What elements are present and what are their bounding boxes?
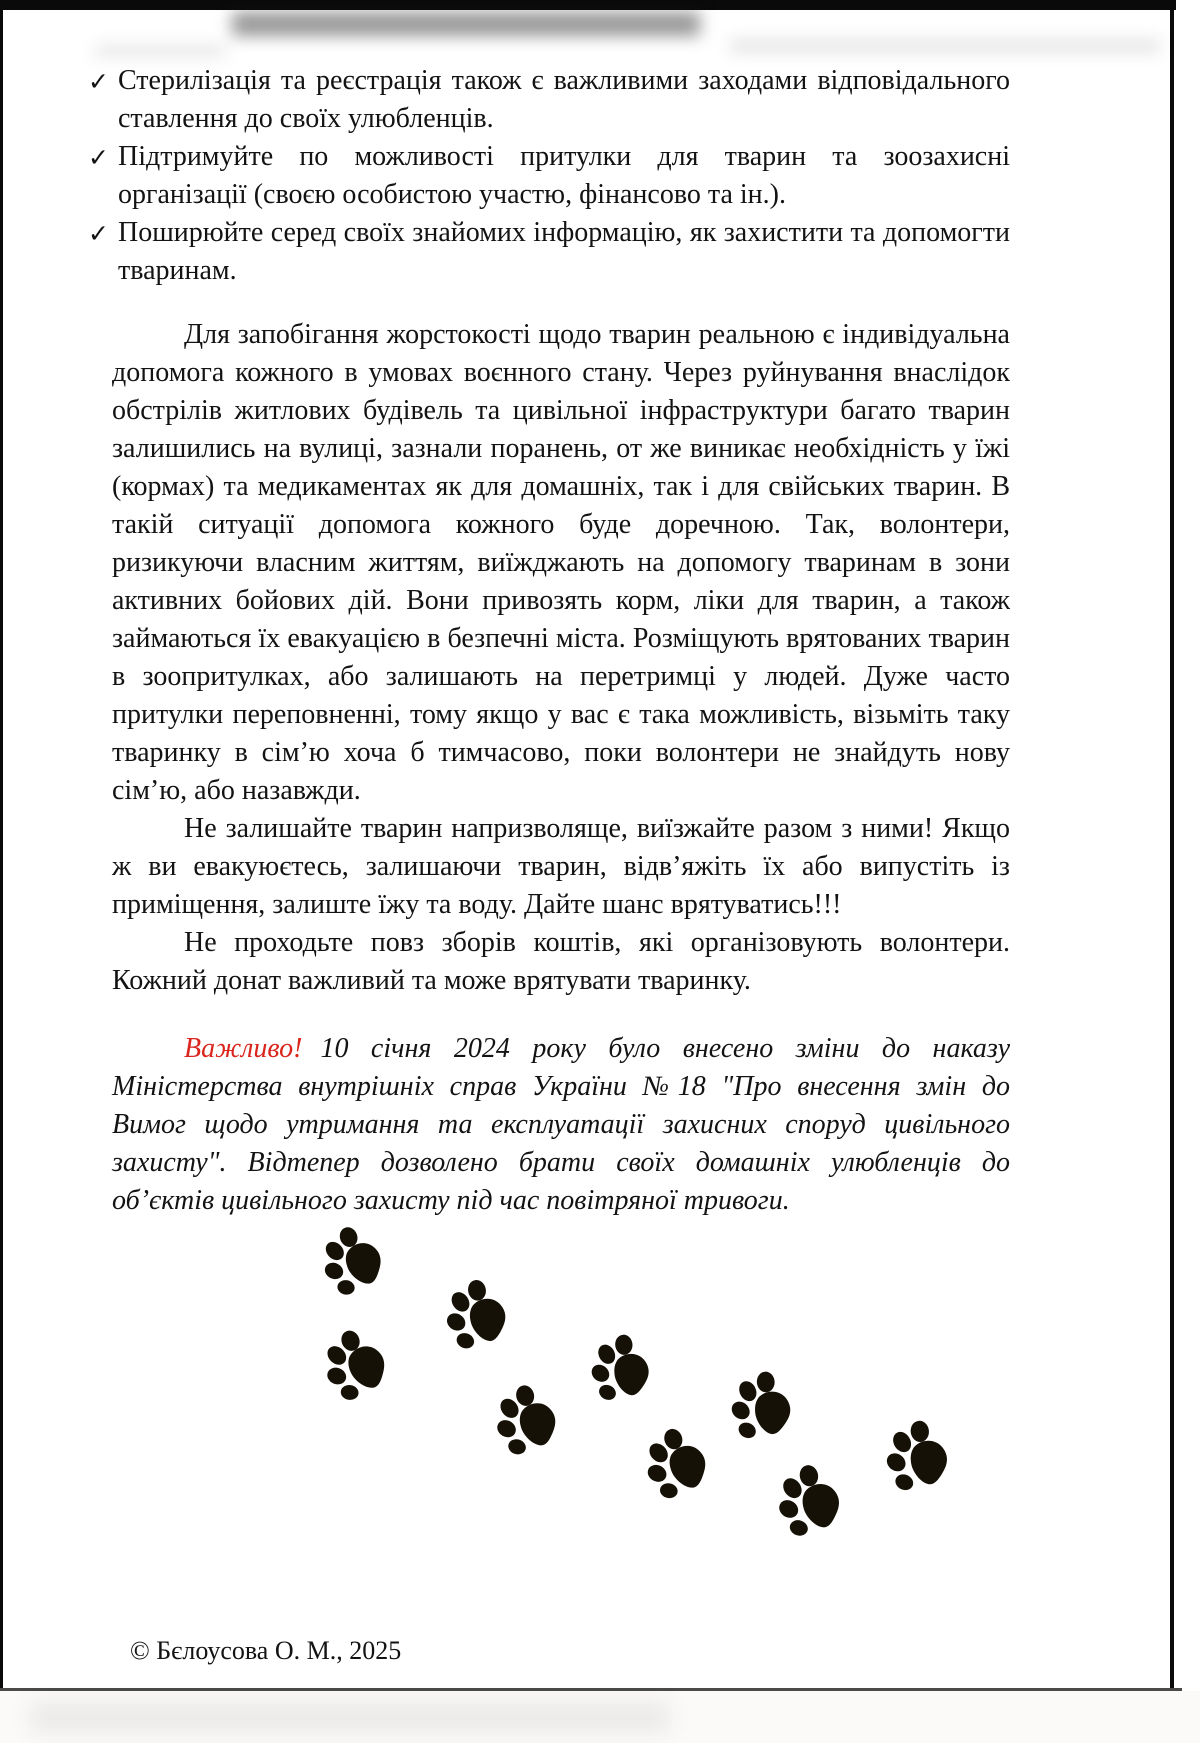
checkmark-icon: ✓ [88,67,109,96]
checklist-item-text: Поширюйте серед своїх знайомих інформацію, як захистити та допомогти тваринам. [118,217,1010,286]
paragraph-volunteer-help: Для запобігання жорстокості щодо тварин реальною є індивідуальна допомога кожного в умовах воєнного стану. Через руйнування внаслідок обстрілів житлових будівель та цивільної інфраструктури багато тварин залишились на вулиці, зазнали поранень, от же виникає необхідність у їжі (кормах) та медикаментах як для домашніх, так і для свійських тварин. В такій ситуації допомога кожного буде доречною. Так, волонтери, ризикуючи власним життям, виїжджають на допомогу тваринам в зони активних бойових дій. Вони привозять корм, ліки для тварин, а також займаються їх евакуацією в безпечні міста. Розміщують врятованих тварин в зоопритулках, або залишають на перетримці у людей. Дуже часто притулки переповненні, тому якщо у вас є така можливість, візьміть таку тваринку в сім’ю хоча б тимчасово, поки волонтери не знайдуть нову сім’ю, або назавжди. [112,319,1010,806]
important-note [112,1030,1010,1220]
paw-print [723,1366,809,1452]
important-text: 10 січня 2024 року було внесено зміни до наказу Міністерства внутрішніх справ України №18 "Про внесення змін до Вимог щодо утримання та експлуатації захисних споруд цивільного захисту". Відтепер дозволено брати своїх домашніх улюбленців до об’єктів цивільного захисту під час повітряної тривоги. [112,1033,1010,1216]
page-border-right [1170,0,1174,1690]
paw-print [483,1374,579,1470]
paragraph-evacuation: Не залишайте тварин напризволяще, виїзжайте разом з ними! Якщо ж ви евакуюєтесь, залишаючи тварин, відв’яжіть їх або випустіть із приміщення, залиште їжу та воду. Дайте шанс врятуватись!!! [112,813,1010,920]
copyright: © Бєлоусова О. М., 2025 [130,1636,402,1665]
checklist-item-text: Стерилізація та реєстрація також є важливими заходами відповідального ставлення до своїх улюбленців. [118,65,1010,134]
paw-print [582,1328,667,1413]
important-label: Важливо! [184,1033,303,1064]
checkmark-icon: ✓ [88,143,109,172]
paw-print [765,1454,862,1551]
checklist-item [88,62,1010,138]
checklist [88,62,1010,290]
checklist-item [88,214,1010,290]
page-content [88,10,1010,1220]
checkmark-icon: ✓ [88,219,109,248]
checklist-item [88,138,1010,214]
paw-print [632,1416,731,1515]
paw-print [308,1213,405,1310]
paragraph-donations: Не проходьте повз зборів коштів, які організовують волонтери. Кожний донат важливий та може врятувати тваринку. [112,927,1010,996]
page-edge-background [0,1691,1200,1743]
paw-print [309,1315,410,1416]
page-border-top [0,0,1176,10]
paw-print [876,1413,968,1505]
checklist-item-text: Підтримуйте по можливості притулки для тварин та зоозахисні організації (своєю особистою участю, фінансово та ін.). [118,141,1010,210]
page-border-left [0,0,3,1690]
paw-print [434,1270,527,1363]
